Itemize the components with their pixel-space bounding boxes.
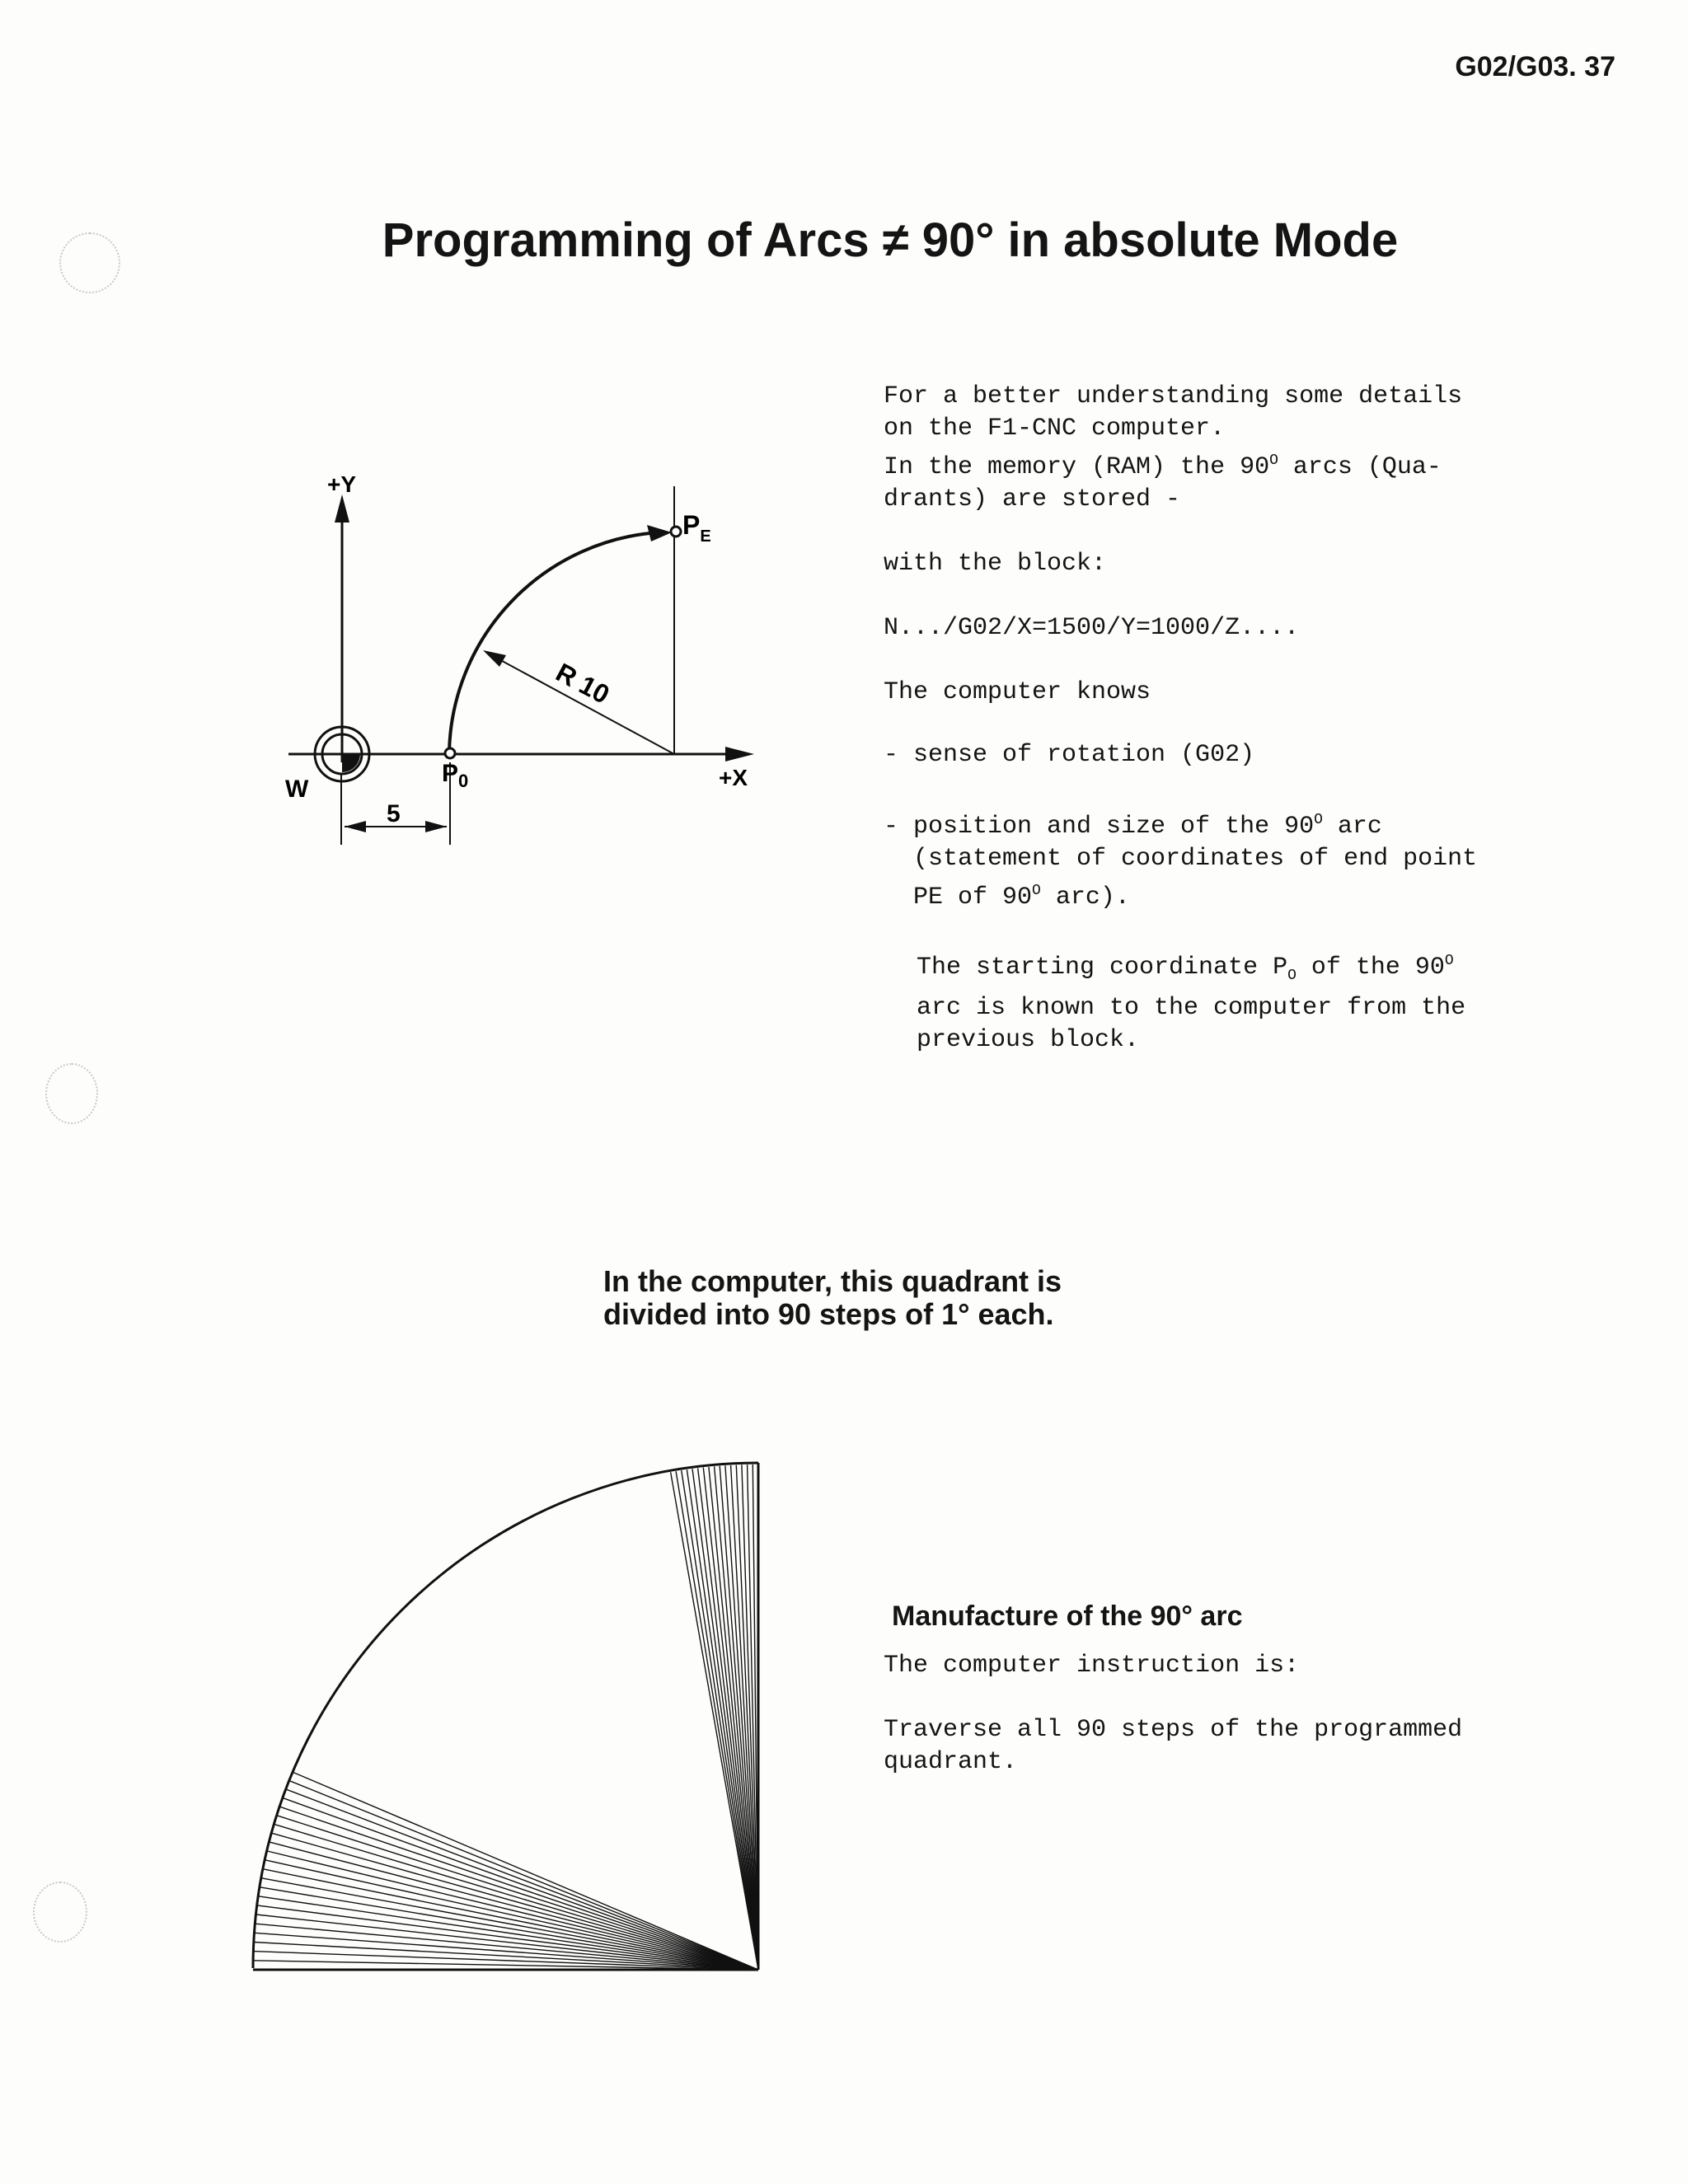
block-code: N.../G02/X=1500/Y=1000/Z.... <box>884 614 1300 642</box>
step-line-top-14 <box>682 1470 758 1970</box>
dimension-arrow-right <box>425 821 447 832</box>
step-line-left-17 <box>277 1816 758 1970</box>
step-fan-lines <box>253 1465 758 1970</box>
quadrant-caption: In the computer, this quadrant is divided into 90 steps of 1° each. <box>603 1264 1062 1331</box>
start-point-marker <box>445 748 455 758</box>
x-axis-label: +X <box>719 765 748 790</box>
origin-quadrant-fill <box>342 754 360 772</box>
x-axis-arrowhead <box>725 747 754 762</box>
intro-paragraph: For a better understanding some details on the F1-CNC computer. <box>884 382 1463 443</box>
starting-paragraph: The starting coordinate $P_O$ of the $90^O$ arc is known to the computer from the previous block. <box>917 953 1466 1054</box>
step-line-left-21 <box>290 1781 759 1970</box>
step-line-left-12 <box>265 1860 758 1970</box>
instruction-text: Traverse all 90 steps of the programmed quadrant. <box>884 1716 1463 1776</box>
radius-arrowhead <box>483 650 506 667</box>
step-line-left-8 <box>259 1896 759 1970</box>
dimension-arrow-left <box>345 821 366 832</box>
start-point-label: $P_0$ <box>442 760 469 791</box>
y-axis-label: +Y <box>327 471 357 497</box>
manufacture-block <box>884 1650 1462 1779</box>
end-point-label: $P_E$ <box>682 510 711 546</box>
memory-paragraph: In the memory (RAM) the $90^O$ arcs (Qua- drants) are stored - <box>884 452 1442 513</box>
manufacture-heading: Manufacture of the 90° arc <box>892 1601 1243 1632</box>
arc-path <box>449 532 659 752</box>
position-item: - position and size of the $90^O$ arc (statement of coordinates of end point PE of $90^O$ arc). <box>884 812 1478 912</box>
y-axis-arrowhead <box>335 494 349 523</box>
page-number: G02/G03. 37 <box>1455 51 1615 82</box>
punch-hole-bottom <box>33 1882 87 1943</box>
instruction-label: The computer instruction is: <box>884 1652 1300 1680</box>
end-point-marker <box>671 527 681 537</box>
arc-coordinate-diagram <box>272 466 783 861</box>
punch-hole-middle <box>45 1063 98 1124</box>
block-label: with the block: <box>884 550 1107 578</box>
step-line-top-8 <box>715 1466 758 1970</box>
knows-paragraph: The computer knows <box>884 678 1151 706</box>
quadrant-steps-diagram <box>239 1451 799 1994</box>
description-block <box>884 381 1477 1057</box>
rotation-item: - sense of rotation (G02) <box>884 741 1255 769</box>
step-line-left-14 <box>270 1842 758 1970</box>
page-title: Programming of Arcs ≠ 90° in absolute Mode <box>382 213 1399 267</box>
step-line-left-18 <box>280 1807 758 1970</box>
step-line-left-20 <box>286 1789 758 1970</box>
origin-label: W <box>285 776 309 803</box>
radius-label: R 10 <box>551 657 615 710</box>
dimension-label: 5 <box>387 800 401 827</box>
punch-hole-top <box>59 232 120 293</box>
arc-arrowhead <box>647 525 672 541</box>
